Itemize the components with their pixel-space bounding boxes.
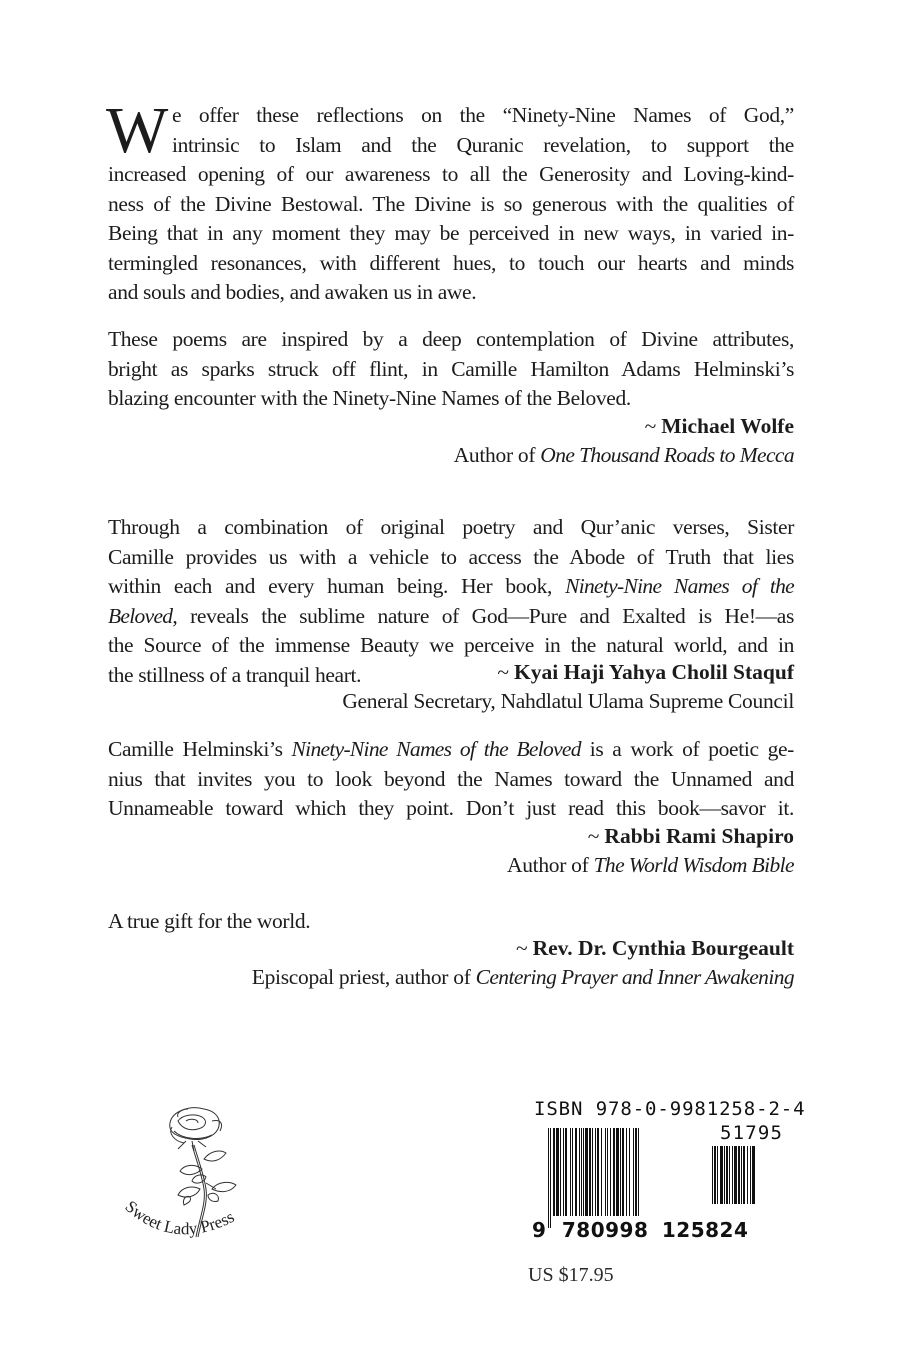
text-line: Unnameable toward which they point. Don’t just read this book—savor it. <box>108 796 794 820</box>
barcode-bar <box>553 1128 555 1216</box>
barcode-bar <box>595 1128 596 1216</box>
barcode-bar <box>726 1146 728 1204</box>
text-line: e offer these reflections on the “Ninety-Nine Names of God,” <box>171 103 794 127</box>
text-line: the Source of the immense Beauty we perceive in the natural world, and in <box>108 633 794 657</box>
drop-cap: W <box>106 94 168 167</box>
barcode-bar <box>548 1128 549 1228</box>
text-line: A true gift for the world. <box>108 909 311 933</box>
barcode-bar <box>570 1128 571 1216</box>
endorser-name-text: Michael Wolfe <box>661 414 794 438</box>
endorser-name <box>497 660 794 685</box>
endorser-role <box>454 443 794 468</box>
endorser-role <box>342 689 794 714</box>
text-line: Camille provides us with a vehicle to access the Abode of Truth that lies <box>108 544 794 569</box>
barcode-bar <box>712 1146 713 1204</box>
barcode-bar <box>724 1146 725 1204</box>
barcode-bar <box>581 1128 582 1216</box>
role-text: General Secretary, Nahdlatul Ulama Supreme Council <box>342 689 794 713</box>
barcode-bar <box>563 1128 564 1216</box>
text-line: termingled resonances, with different hues, to touch our hearts and minds <box>108 250 794 275</box>
barcode-bar <box>565 1128 567 1216</box>
barcode-bar <box>616 1128 619 1216</box>
text-line: Through a combination of original poetry and Qur’anic verses, Sister <box>108 515 794 539</box>
text-line: These poems are inspired by a deep contemplation of Divine attributes, <box>108 327 794 351</box>
isbn-barcode <box>520 1098 810 1248</box>
barcode-bar <box>738 1146 740 1204</box>
barcode-bar <box>714 1146 716 1204</box>
ean-right-group: 125824 <box>661 1218 749 1242</box>
tilde: ~ <box>515 936 528 960</box>
book-title: Ninety-Nine Names of the Beloved <box>291 737 581 761</box>
barcode-bar <box>635 1128 637 1216</box>
barcode-bar <box>583 1128 584 1216</box>
book-title: Centering Prayer and Inner Awakening <box>475 965 794 989</box>
endorsement-bourgeault <box>108 907 794 937</box>
barcode-bar <box>629 1128 630 1216</box>
publisher-name: Sweet Lady Press <box>121 1196 238 1239</box>
book-title: Ninety-Nine Names of the <box>565 574 794 598</box>
text-line: the stillness of a tranquil heart. <box>108 662 362 687</box>
endorser-name <box>516 936 794 961</box>
barcode-bar <box>572 1128 573 1216</box>
text-line: Being that in any moment they may be perceived in new ways, in varied in- <box>108 221 794 245</box>
barcode-bar <box>550 1128 551 1228</box>
barcode-bar <box>741 1146 742 1204</box>
barcode-bar <box>620 1128 621 1216</box>
intro-paragraph <box>106 94 794 308</box>
book-title: The World Wisdom Bible <box>593 853 794 877</box>
endorser-name-text: Rabbi Rami Shapiro <box>604 824 794 848</box>
endorser-name <box>645 414 794 439</box>
barcode-bar <box>560 1128 561 1216</box>
barcode-bar <box>601 1128 602 1216</box>
endorsement-wolfe <box>108 325 794 414</box>
barcode-bar <box>579 1128 580 1216</box>
text-line: ness of the Divine Bestowal. The Divine is so generous with the qualities of <box>108 191 794 216</box>
rose-icon <box>112 1093 287 1263</box>
barcode-bar <box>556 1128 559 1216</box>
publisher-logo <box>112 1093 287 1263</box>
tilde: ~ <box>644 414 657 438</box>
barcode-bar <box>729 1146 730 1204</box>
text-line: nius that invites you to look beyond the Names toward the Unnamed and <box>108 766 794 791</box>
barcode-bar <box>610 1128 611 1216</box>
role-text: Author of <box>507 853 594 877</box>
barcode-bar <box>592 1128 593 1216</box>
barcode-bar <box>732 1146 733 1204</box>
barcode-addon-bars <box>712 1146 788 1204</box>
barcode-bar <box>605 1128 606 1216</box>
text-line: increased opening of our awareness to all the Generosity and Loving-kind- <box>108 162 794 186</box>
tilde: ~ <box>497 660 510 684</box>
text-line: Camille Helminski’s Ninety-Nine Names of the Beloved is a work of poetic ge- <box>108 737 794 761</box>
endorser-name-text: Kyai Haji Yahya Cholil Staquf <box>514 660 794 684</box>
barcode-bar <box>638 1128 639 1216</box>
barcode-bar <box>613 1128 615 1216</box>
endorser-role <box>507 853 794 878</box>
ean-left-group: 780998 <box>561 1218 649 1242</box>
book-title: Beloved <box>108 603 173 628</box>
barcode-main-bars <box>548 1128 702 1228</box>
role-text: Episcopal priest, author of <box>251 965 476 989</box>
text-line: blazing encounter with the Ninety-Nine Names of the Beloved. <box>108 386 631 410</box>
book-title: One Thousand Roads to Mecca <box>540 443 794 467</box>
barcode-bar <box>747 1146 748 1204</box>
tilde: ~ <box>587 824 600 848</box>
ean-first-digit: 9 <box>532 1218 547 1242</box>
barcode-bar <box>734 1146 737 1204</box>
endorsement-shapiro <box>108 735 794 824</box>
barcode-bar <box>575 1128 577 1216</box>
barcode-bar <box>585 1128 588 1216</box>
barcode-bar <box>622 1128 624 1216</box>
isbn-label: ISBN 978-0-9981258-2-4 <box>534 1098 806 1120</box>
text-line: intrinsic to Islam and the Quranic revelation, to support the <box>171 132 794 157</box>
barcode-bar <box>597 1128 599 1216</box>
text-line: bright as sparks struck off flint, in Camille Hamilton Adams Helminski’s <box>108 356 794 381</box>
role-text: Author of <box>453 443 541 467</box>
text-line: within each and every human being. Her book, Ninety-Nine Names of the <box>108 574 794 598</box>
text-line: Beloved, reveals the sublime nature of God—Pure and Exalted is He!—as <box>108 603 794 628</box>
barcode-bar <box>717 1146 718 1204</box>
price: US $17.95 <box>528 1264 614 1286</box>
barcode-bar <box>743 1146 745 1204</box>
barcode-bar <box>626 1128 627 1216</box>
barcode-bar <box>720 1146 723 1204</box>
endorser-name-text: Rev. Dr. Cynthia Bourgeault <box>532 936 794 960</box>
text-line: and souls and bodies, and awaken us in awe. <box>108 280 477 304</box>
endorser-name <box>588 824 794 849</box>
barcode-bar <box>589 1128 591 1216</box>
barcode-bar <box>607 1128 608 1216</box>
ean-digits <box>532 1218 748 1242</box>
barcode-bar <box>750 1146 751 1204</box>
addon-digits: 51795 <box>720 1122 784 1144</box>
barcode-bar <box>752 1146 755 1204</box>
barcode-bar <box>633 1128 634 1216</box>
endorser-role <box>252 965 794 990</box>
